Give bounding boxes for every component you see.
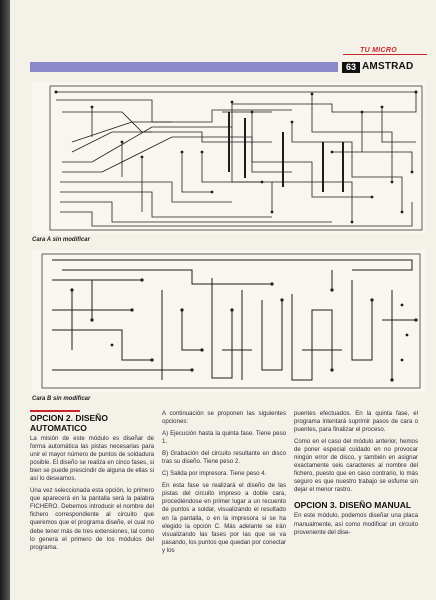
magazine-page: [10, 0, 436, 600]
col2-paragraph-1: A continuación se proponen las siguientes opciones:: [162, 410, 286, 426]
col3-paragraph-1: puentes efectuados. En la quinta fase, el programa intentará suprimir pasos de cara o puentes, para finalizar el proceso.: [294, 410, 418, 434]
pcb-figure-b: [32, 250, 426, 392]
heading-accent-rule: [30, 410, 80, 412]
header-color-band: [30, 62, 338, 72]
col1-paragraph-2: Una vez seleccionada esta opción, lo primero que aparecerá en la pantalla será la palabra FICHERO. Debemos introducir el nombre del fichero correspondiente al circuito que queremos que el programa diseñe, el cual no debe tener más de tres extensiones, tal como lo genera el primero de los módulos del programa.: [30, 487, 154, 551]
col3-paragraph-3: En este módulo, podemos diseñar una placa manualmente, así como modificar un circuito proveniente del dise-: [294, 512, 418, 536]
binding-spine: [0, 0, 10, 600]
pcb-trace-image-b: [32, 250, 426, 392]
col2-paragraph-3: B) Grabación del circuito resultante en disco tras su diseño. Tiene peso 2.: [162, 450, 286, 466]
section-heading-2: [30, 413, 154, 433]
pcb-figure-a: [32, 82, 426, 234]
heading-2-line-2: AUTOMATICO: [30, 423, 87, 433]
issue-number: 63: [342, 62, 360, 73]
heading-2-line-1: OPCION 2. DISEÑO: [30, 413, 108, 423]
pcb-trace-image-a: [32, 82, 426, 234]
article-column-1: [30, 413, 154, 556]
figure-a-caption: Cara A sin modificar: [32, 237, 90, 243]
section-rule: [343, 54, 427, 55]
section-heading-3: OPCION 3. DISEÑO MANUAL: [294, 500, 412, 511]
section-label: TU MICRO: [360, 47, 398, 54]
col2-paragraph-4: C) Salida por impresora. Tiene peso 4.: [162, 470, 267, 478]
article-column-3: [294, 410, 418, 541]
col2-paragraph-5: En esta fase se realizará el diseño de las pistas del circuito impreso a doble cara, procediéndose en primer lugar a un recuento de puntos a soldar, visualizando el resultado en la pantalla, o en la impresora si se ha elegido la opción C. Más adelante se irán visualizando las fases por las que se va pasando, los puntos que quedan por conectar y los: [162, 482, 286, 554]
col1-paragraph-1: La misión de este módulo es diseñar de forma automática las pistas necesarias para unir el mayor número de puntos de soldadura posible. El diseño se realiza en cinco fases, si bien se puede prescindir de alguna de ellas si así lo deseamos.: [30, 435, 154, 483]
brand-name: AMSTRAD: [362, 61, 414, 72]
col3-paragraph-2: Como en el caso del módulo anterior, hemos de poner especial cuidado en no provocar ningún error de disco, y también en asignar exactamente seis caracteres al nombre del fichero, puesto que en caso contrario, lo más seguro es que nuestro trabajo se esfume sin dejar el menor rastro.: [294, 438, 418, 494]
col2-paragraph-2: A) Ejecución hasta la quinta fase. Tiene peso 1.: [162, 430, 286, 446]
article-column-2: [162, 410, 286, 559]
figure-b-caption: Cara B sin modificar: [32, 396, 91, 402]
